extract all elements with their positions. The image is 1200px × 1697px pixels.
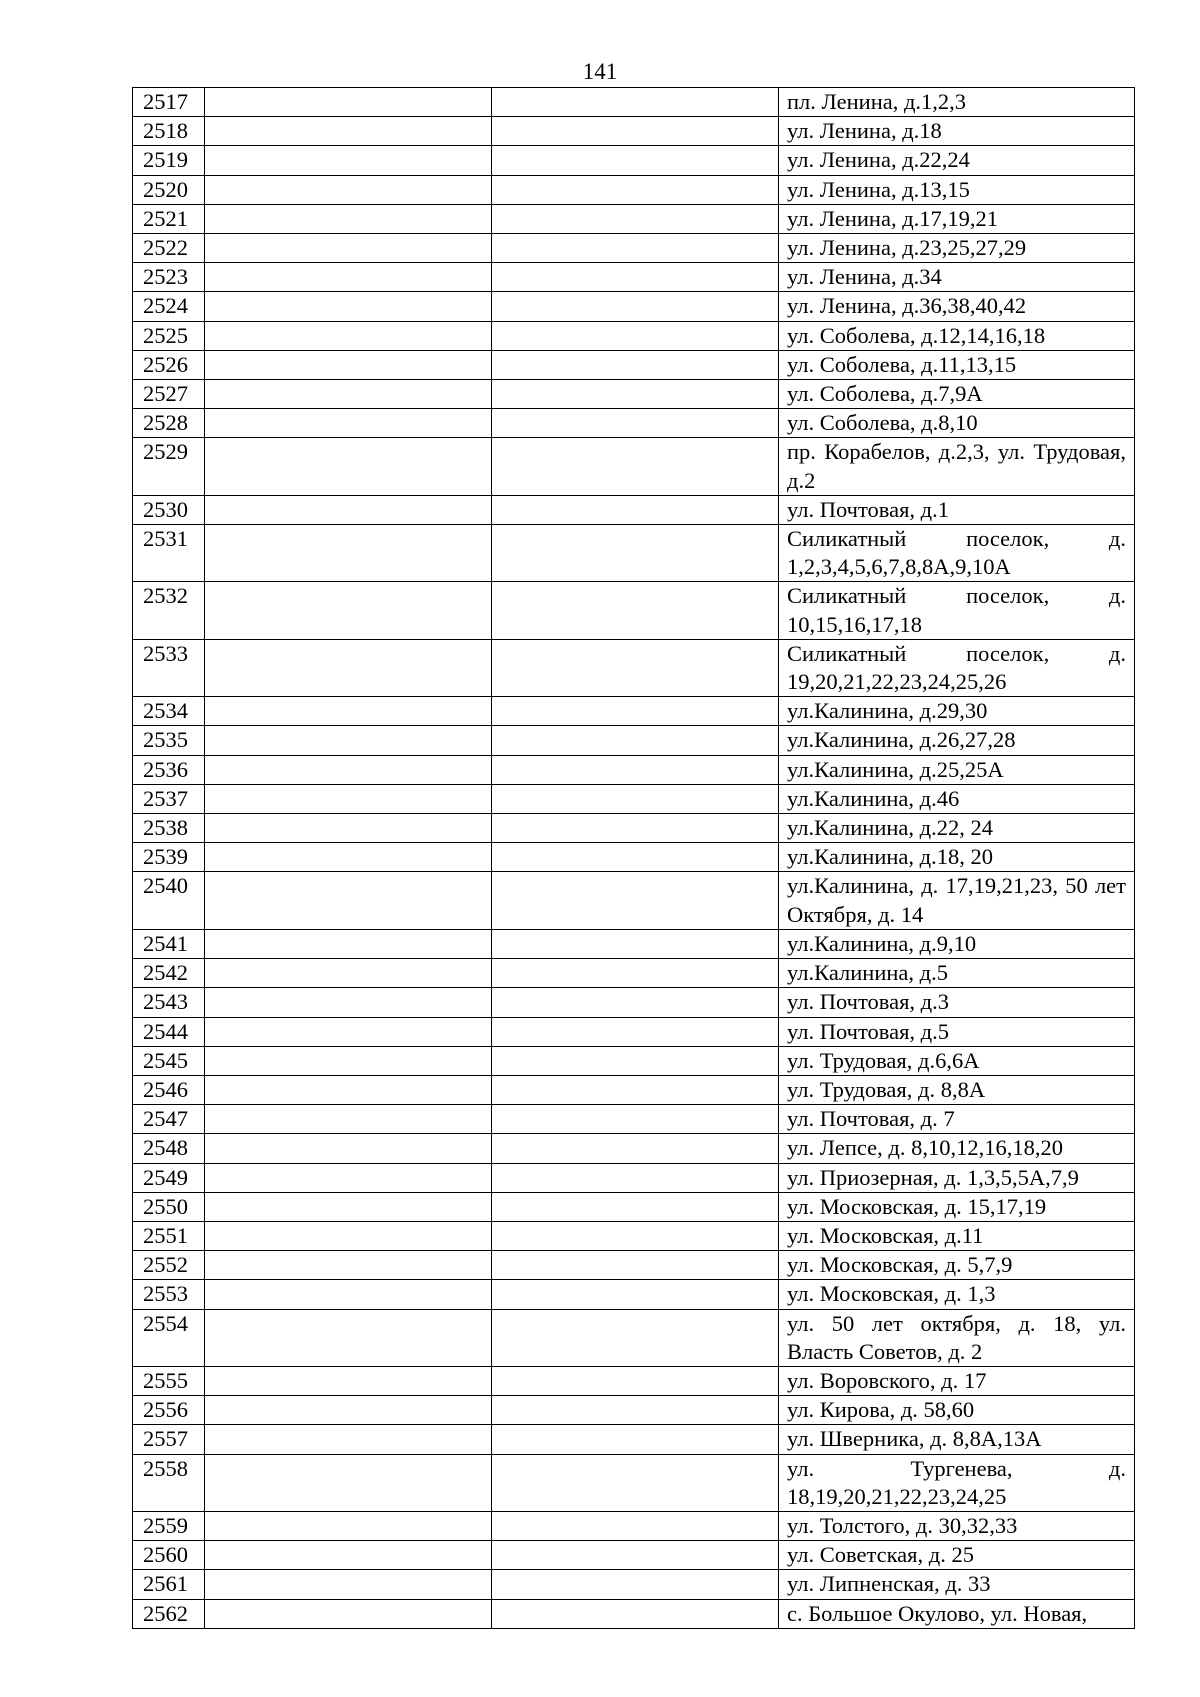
empty-cell [492, 697, 779, 726]
page-number: 141 [582, 59, 618, 84]
empty-cell [492, 1280, 779, 1309]
empty-cell [492, 263, 779, 292]
address-cell: ул. Лепсе, д. 8,10,12,16,18,20 [779, 1134, 1135, 1163]
empty-cell [205, 1309, 492, 1366]
empty-cell [492, 1192, 779, 1221]
table-row [133, 639, 1135, 696]
address-cell: ул. Советская, д. 25 [779, 1541, 1135, 1570]
empty-cell [205, 263, 492, 292]
empty-cell [205, 1425, 492, 1454]
address-cell: ул. Кирова, д. 58,60 [779, 1396, 1135, 1425]
address-cell: ул.Калинина, д. 17,19,21,23, 50 лет Октября, д. 14 [779, 872, 1135, 929]
empty-cell [205, 321, 492, 350]
row-number-cell: 2529 [133, 438, 205, 495]
address-cell: ул.Калинина, д.22, 24 [779, 814, 1135, 843]
empty-cell [205, 409, 492, 438]
row-number-cell: 2536 [133, 755, 205, 784]
empty-cell [492, 1599, 779, 1628]
row-number-cell: 2541 [133, 929, 205, 958]
address-cell: ул. Ленина, д.22,24 [779, 146, 1135, 175]
empty-cell [492, 350, 779, 379]
table-row [133, 726, 1135, 755]
table-row [133, 1251, 1135, 1280]
address-cell: ул. Ленина, д.34 [779, 263, 1135, 292]
empty-cell [205, 988, 492, 1017]
empty-cell [205, 1396, 492, 1425]
row-number-cell: 2528 [133, 409, 205, 438]
empty-cell [492, 1017, 779, 1046]
table-row [133, 1192, 1135, 1221]
table-row [133, 1454, 1135, 1511]
row-number-cell: 2551 [133, 1221, 205, 1250]
empty-cell [205, 1192, 492, 1221]
address-cell: ул. 50 лет октября, д. 18, ул. Власть Советов, д. 2 [779, 1309, 1135, 1366]
empty-cell [492, 1251, 779, 1280]
empty-cell [205, 1163, 492, 1192]
address-cell: Силикатный поселок, д. 19,20,21,22,23,24,25,26 [779, 639, 1135, 696]
empty-cell [492, 929, 779, 958]
address-cell: Силикатный поселок, д. 1,2,3,4,5,6,7,8,8А,9,10А [779, 525, 1135, 582]
table-row [133, 1163, 1135, 1192]
empty-cell [205, 1075, 492, 1104]
row-number-cell: 2531 [133, 525, 205, 582]
empty-cell [492, 814, 779, 843]
empty-cell [205, 1017, 492, 1046]
address-cell: ул. Трудовая, д.6,6А [779, 1046, 1135, 1075]
empty-cell [205, 350, 492, 379]
address-cell: Силикатный поселок, д. 10,15,16,17,18 [779, 582, 1135, 639]
address-cell: ул. Приозерная, д. 1,3,5,5А,7,9 [779, 1163, 1135, 1192]
empty-cell [205, 1046, 492, 1075]
empty-cell [492, 292, 779, 321]
row-number-cell: 2540 [133, 872, 205, 929]
table-row [133, 380, 1135, 409]
empty-cell [492, 1163, 779, 1192]
empty-cell [205, 204, 492, 233]
empty-cell [205, 175, 492, 204]
row-number-cell: 2548 [133, 1134, 205, 1163]
empty-cell [492, 204, 779, 233]
row-number-cell: 2518 [133, 117, 205, 146]
empty-cell [205, 1454, 492, 1511]
row-number-cell: 2522 [133, 234, 205, 263]
table-row [133, 697, 1135, 726]
address-cell: пл. Ленина, д.1,2,3 [779, 88, 1135, 117]
address-cell: ул. Почтовая, д.5 [779, 1017, 1135, 1046]
row-number-cell: 2559 [133, 1511, 205, 1540]
table-row [133, 117, 1135, 146]
address-cell: ул. Соболева, д.8,10 [779, 409, 1135, 438]
empty-cell [205, 755, 492, 784]
empty-cell [492, 234, 779, 263]
empty-cell [205, 726, 492, 755]
empty-cell [205, 1221, 492, 1250]
table-row [133, 292, 1135, 321]
table-row [133, 1105, 1135, 1134]
row-number-cell: 2533 [133, 639, 205, 696]
address-cell: ул. Тургенева, д. 18,19,20,21,22,23,24,25 [779, 1454, 1135, 1511]
empty-cell [492, 146, 779, 175]
empty-cell [492, 726, 779, 755]
empty-cell [205, 1366, 492, 1395]
table-row [133, 1599, 1135, 1628]
address-cell: ул. Почтовая, д. 7 [779, 1105, 1135, 1134]
empty-cell [205, 117, 492, 146]
empty-cell [492, 1366, 779, 1395]
row-number-cell: 2519 [133, 146, 205, 175]
empty-cell [492, 1134, 779, 1163]
empty-cell [205, 582, 492, 639]
address-cell: ул. Ленина, д.23,25,27,29 [779, 234, 1135, 263]
table-row [133, 1280, 1135, 1309]
address-cell: пр. Корабелов, д.2,3, ул. Трудовая, д.2 [779, 438, 1135, 495]
empty-cell [205, 1105, 492, 1134]
empty-cell [205, 843, 492, 872]
row-number-cell: 2520 [133, 175, 205, 204]
row-number-cell: 2545 [133, 1046, 205, 1075]
table-row [133, 1366, 1135, 1395]
empty-cell [492, 755, 779, 784]
address-cell: ул. Воровского, д. 17 [779, 1366, 1135, 1395]
empty-cell [492, 784, 779, 813]
row-number-cell: 2527 [133, 380, 205, 409]
address-cell: ул.Калинина, д.18, 20 [779, 843, 1135, 872]
table-row [133, 582, 1135, 639]
address-cell: ул. Толстого, д. 30,32,33 [779, 1511, 1135, 1540]
row-number-cell: 2553 [133, 1280, 205, 1309]
empty-cell [205, 1251, 492, 1280]
row-number-cell: 2535 [133, 726, 205, 755]
empty-cell [492, 525, 779, 582]
empty-cell [492, 409, 779, 438]
address-cell: ул. Ленина, д.17,19,21 [779, 204, 1135, 233]
address-cell: ул. Трудовая, д. 8,8А [779, 1075, 1135, 1104]
table-row [133, 1570, 1135, 1599]
empty-cell [492, 175, 779, 204]
empty-cell [205, 1599, 492, 1628]
empty-cell [492, 1309, 779, 1366]
address-cell: ул. Ленина, д.36,38,40,42 [779, 292, 1135, 321]
row-number-cell: 2517 [133, 88, 205, 117]
table-row [133, 814, 1135, 843]
address-cell: ул.Калинина, д.9,10 [779, 929, 1135, 958]
address-cell: ул. Липненская, д. 33 [779, 1570, 1135, 1599]
empty-cell [492, 988, 779, 1017]
row-number-cell: 2542 [133, 959, 205, 988]
table-row [133, 755, 1135, 784]
row-number-cell: 2556 [133, 1396, 205, 1425]
table-row [133, 1396, 1135, 1425]
address-cell: ул.Калинина, д.25,25А [779, 755, 1135, 784]
empty-cell [205, 697, 492, 726]
table-row [133, 1046, 1135, 1075]
table-row [133, 843, 1135, 872]
row-number-cell: 2558 [133, 1454, 205, 1511]
table-row [133, 1541, 1135, 1570]
empty-cell [205, 814, 492, 843]
address-cell: ул. Московская, д. 15,17,19 [779, 1192, 1135, 1221]
empty-cell [205, 959, 492, 988]
empty-cell [492, 1511, 779, 1540]
empty-cell [492, 495, 779, 524]
row-number-cell: 2560 [133, 1541, 205, 1570]
empty-cell [492, 1454, 779, 1511]
row-number-cell: 2532 [133, 582, 205, 639]
address-table [132, 87, 1135, 1629]
address-cell: ул. Соболева, д.7,9А [779, 380, 1135, 409]
row-number-cell: 2546 [133, 1075, 205, 1104]
row-number-cell: 2523 [133, 263, 205, 292]
address-cell: ул. Ленина, д.13,15 [779, 175, 1135, 204]
table-row [133, 146, 1135, 175]
table-row [133, 204, 1135, 233]
row-number-cell: 2557 [133, 1425, 205, 1454]
address-cell: ул. Московская, д.11 [779, 1221, 1135, 1250]
row-number-cell: 2524 [133, 292, 205, 321]
empty-cell [205, 88, 492, 117]
row-number-cell: 2544 [133, 1017, 205, 1046]
empty-cell [205, 784, 492, 813]
row-number-cell: 2521 [133, 204, 205, 233]
row-number-cell: 2530 [133, 495, 205, 524]
table-row [133, 1017, 1135, 1046]
table-row [133, 438, 1135, 495]
empty-cell [205, 292, 492, 321]
table-row [133, 175, 1135, 204]
table-row [133, 495, 1135, 524]
address-cell: ул. Соболева, д.12,14,16,18 [779, 321, 1135, 350]
empty-cell [492, 321, 779, 350]
table-row [133, 1309, 1135, 1366]
table-row [133, 234, 1135, 263]
table-row [133, 263, 1135, 292]
empty-cell [205, 1134, 492, 1163]
table-row [133, 988, 1135, 1017]
row-number-cell: 2539 [133, 843, 205, 872]
table-row [133, 872, 1135, 929]
table-row [133, 525, 1135, 582]
row-number-cell: 2549 [133, 1163, 205, 1192]
table-row [133, 784, 1135, 813]
table-row [133, 1511, 1135, 1540]
empty-cell [205, 380, 492, 409]
empty-cell [205, 495, 492, 524]
address-cell: ул.Калинина, д.26,27,28 [779, 726, 1135, 755]
row-number-cell: 2561 [133, 1570, 205, 1599]
row-number-cell: 2537 [133, 784, 205, 813]
row-number-cell: 2550 [133, 1192, 205, 1221]
address-cell: ул. Почтовая, д.1 [779, 495, 1135, 524]
row-number-cell: 2552 [133, 1251, 205, 1280]
table-row [133, 321, 1135, 350]
table-row [133, 929, 1135, 958]
row-number-cell: 2526 [133, 350, 205, 379]
empty-cell [205, 438, 492, 495]
table-row [133, 959, 1135, 988]
row-number-cell: 2554 [133, 1309, 205, 1366]
empty-cell [205, 872, 492, 929]
empty-cell [492, 1105, 779, 1134]
empty-cell [492, 88, 779, 117]
empty-cell [205, 929, 492, 958]
row-number-cell: 2547 [133, 1105, 205, 1134]
empty-cell [492, 959, 779, 988]
empty-cell [205, 1511, 492, 1540]
empty-cell [492, 1075, 779, 1104]
empty-cell [492, 117, 779, 146]
address-cell: ул.Калинина, д.5 [779, 959, 1135, 988]
address-cell: ул. Московская, д. 1,3 [779, 1280, 1135, 1309]
address-cell: ул. Соболева, д.11,13,15 [779, 350, 1135, 379]
table-row [133, 1425, 1135, 1454]
address-cell: ул. Почтовая, д.3 [779, 988, 1135, 1017]
address-cell: ул. Шверника, д. 8,8А,13А [779, 1425, 1135, 1454]
table-row [133, 1221, 1135, 1250]
address-table-body [133, 88, 1135, 1629]
address-cell: ул. Ленина, д.18 [779, 117, 1135, 146]
row-number-cell: 2538 [133, 814, 205, 843]
empty-cell [205, 639, 492, 696]
address-cell: ул. Московская, д. 5,7,9 [779, 1251, 1135, 1280]
empty-cell [205, 1570, 492, 1599]
empty-cell [492, 872, 779, 929]
row-number-cell: 2562 [133, 1599, 205, 1628]
table-row [133, 88, 1135, 117]
table-row [133, 1075, 1135, 1104]
empty-cell [492, 380, 779, 409]
empty-cell [492, 639, 779, 696]
row-number-cell: 2555 [133, 1366, 205, 1395]
empty-cell [205, 1541, 492, 1570]
empty-cell [492, 843, 779, 872]
empty-cell [492, 1541, 779, 1570]
empty-cell [492, 1046, 779, 1075]
empty-cell [492, 1570, 779, 1599]
table-row [133, 409, 1135, 438]
row-number-cell: 2543 [133, 988, 205, 1017]
empty-cell [492, 1221, 779, 1250]
empty-cell [205, 234, 492, 263]
empty-cell [205, 1280, 492, 1309]
table-row [133, 1134, 1135, 1163]
row-number-cell: 2534 [133, 697, 205, 726]
empty-cell [492, 1425, 779, 1454]
empty-cell [205, 146, 492, 175]
empty-cell [492, 1396, 779, 1425]
address-cell: ул.Калинина, д.46 [779, 784, 1135, 813]
empty-cell [492, 582, 779, 639]
row-number-cell: 2525 [133, 321, 205, 350]
address-cell: с. Большое Окулово, ул. Новая, [779, 1599, 1135, 1628]
empty-cell [205, 525, 492, 582]
address-cell: ул.Калинина, д.29,30 [779, 697, 1135, 726]
table-row [133, 350, 1135, 379]
empty-cell [492, 438, 779, 495]
